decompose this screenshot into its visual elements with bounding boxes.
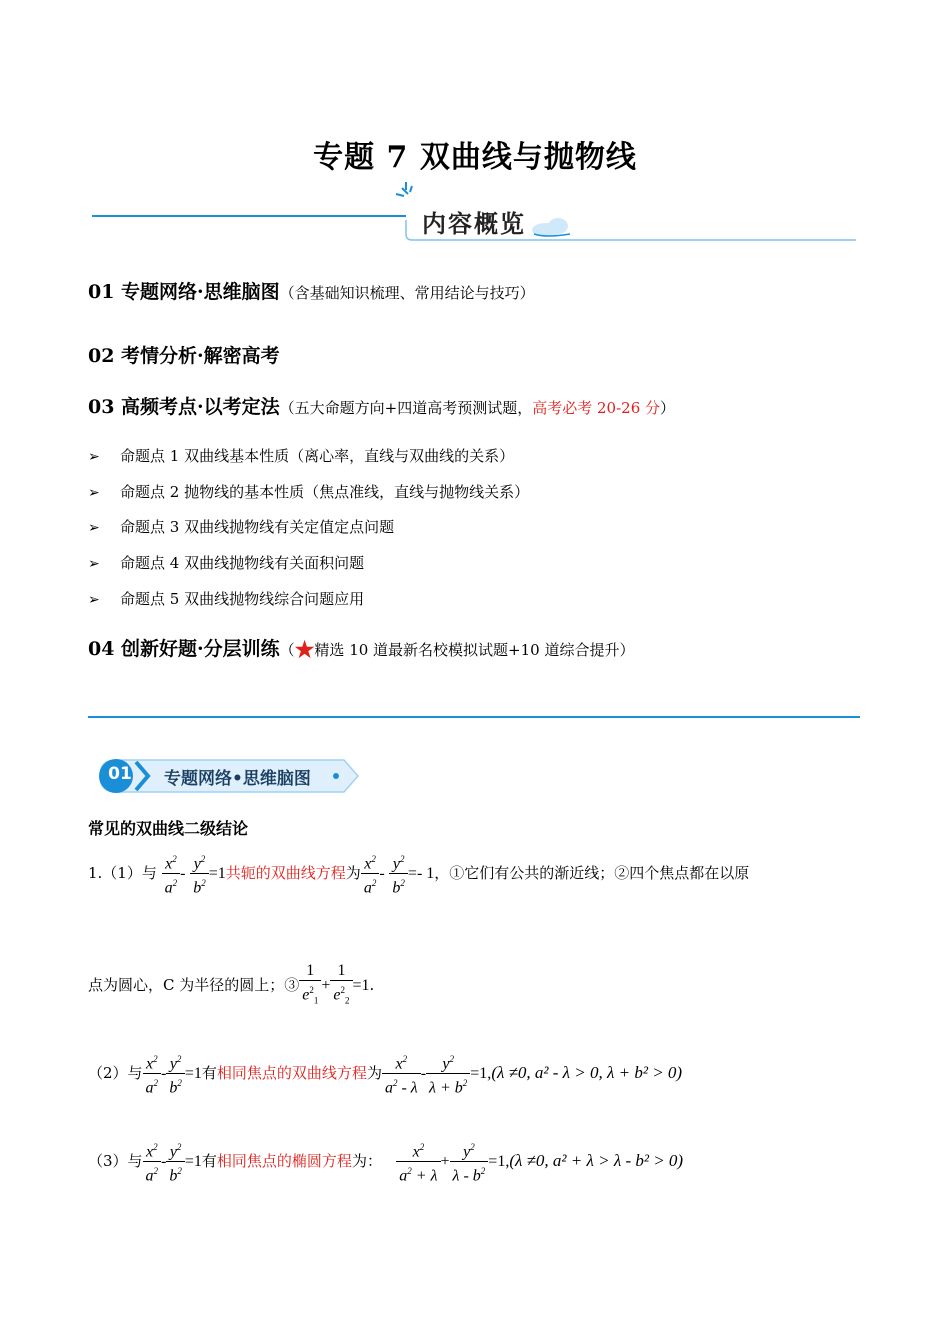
item-2: （2）与 $\frac{x^2}{a^2}$ - $\frac{y^2}{b^2}$ =1有相同焦点的双曲线方程为 $\frac{x^2}{a^2 - \lambda}$ - $\frac{y^2}{\lambda + b^2}$ =1,(λ ≠0, a² - λ > 0, λ + b² > 0) <box>88 1050 682 1098</box>
arrow-bullet-icon: ➢ <box>88 520 100 536</box>
section-02 <box>88 341 280 368</box>
overview-badge: 内容概览 <box>422 210 526 238</box>
item-1-line-2: 点为圆心，C 为半径的圆上；③ $\frac{1}{e^2_1}$ + $\frac{1}{e^2_2}$ =1. <box>88 962 374 1010</box>
banner-number: 01 <box>108 764 132 784</box>
list-item: ➢ 命题点 2 抛物线的基本性质（焦点准线，直线与抛物线关系） <box>88 480 529 504</box>
section-03 <box>88 392 675 419</box>
fraction-1-e1sq: $\frac{1}{e^2_1}$ <box>299 962 321 1010</box>
section-04: 04 创新好题·分层训练（★精选 10 道最新名校模拟试题+10 道综合提升） <box>88 637 635 663</box>
section-02-heading: 02 考情分析·解密高考 <box>88 345 280 367</box>
section-03-heading: 03 高频考点·以考定法 <box>88 396 280 418</box>
list-item: ➢ 命题点 5 双曲线抛物线综合问题应用 <box>88 587 364 611</box>
fraction-x2-a2-minus-lambda: $\frac{x^2}{a^2 - \lambda}$ <box>382 1050 421 1098</box>
fraction-x2-a2: $\frac{x^2}{a^2}$ <box>361 850 380 898</box>
divider <box>88 716 860 718</box>
fraction-x2-a2: $\frac{x^2}{a^2}$ <box>162 850 181 898</box>
section-03-note-red: 高考必考 20-26 分 <box>532 399 661 417</box>
section-01-heading: 01 专题网络·思维脑图 <box>88 281 280 303</box>
fraction-y2-b2: $\frac{y^2}{b^2}$ <box>190 850 209 898</box>
fraction-y2-b2: $\frac{y^2}{b^2}$ <box>166 1138 185 1186</box>
fraction-x2-a2: $\frac{x^2}{a^2}$ <box>143 1050 162 1098</box>
fraction-1-e2sq: $\frac{1}{e^2_2}$ <box>330 962 352 1010</box>
section-03-note-a: （五大命题方向+四道高考预测试题， <box>279 399 533 417</box>
list-item: ➢ 命题点 4 双曲线抛物线有关面积问题 <box>88 551 364 575</box>
fraction-y2-lambda-plus-b2: $\frac{y^2}{\lambda + b^2}$ <box>426 1050 470 1098</box>
item-3: （3）与 $\frac{x^2}{a^2}$ - $\frac{y^2}{b^2}$ =1有相同焦点的椭圆方程为： $\frac{x^2}{a^2 + \lambda}$ + $\frac{y^2}{\lambda - b^2}$ =1,(λ ≠0, a² + λ > λ - b² > 0) <box>88 1138 683 1186</box>
fraction-y2-b2: $\frac{y^2}{b^2}$ <box>389 850 408 898</box>
fraction-x2-a2-plus-lambda: $\frac{x^2}{a^2 + \lambda}$ <box>396 1138 440 1186</box>
fraction-y2-b2: $\frac{y^2}{b^2}$ <box>166 1050 185 1098</box>
section-01 <box>88 277 535 304</box>
section-03-note-b: ） <box>660 399 676 417</box>
fraction-y2-lambda-minus-b2: $\frac{y^2}{\lambda - b^2}$ <box>450 1138 489 1186</box>
list-item: ➢ 命题点 3 双曲线抛物线有关定值定点问题 <box>88 515 394 539</box>
fraction-x2-a2: $\frac{x^2}{a^2}$ <box>143 1138 162 1186</box>
page-title: 专题 7 双曲线与抛物线 <box>313 140 637 175</box>
arrow-bullet-icon: ➢ <box>88 592 100 608</box>
arrow-bullet-icon: ➢ <box>88 449 100 465</box>
arrow-bullet-icon: ➢ <box>88 485 100 501</box>
arrow-bullet-icon: ➢ <box>88 556 100 572</box>
section-04-heading: 04 创新好题·分层训练 <box>88 638 280 660</box>
star-icon: ★ <box>294 637 315 663</box>
list-item: ➢ 命题点 1 双曲线基本性质（离心率，直线与双曲线的关系） <box>88 444 514 468</box>
section-04-note: 精选 10 道最新名校模拟试题+10 道综合提升） <box>314 641 635 659</box>
item-1-line-1: 1.（1）与 $\frac{x^2}{a^2}$ - $\frac{y^2}{b^2}$ =1共轭的双曲线方程为 $\frac{x^2}{a^2}$ - $\frac{y^2}{b^2}$ =- 1，①它们有公共的渐近线；②四个焦点都在以原 <box>88 850 749 898</box>
section-01-note: （含基础知识梳理、常用结论与技巧） <box>279 284 535 302</box>
subheading: 常见的双曲线二级结论 <box>88 819 249 838</box>
banner-label: 专题网络•思维脑图 <box>164 769 311 789</box>
